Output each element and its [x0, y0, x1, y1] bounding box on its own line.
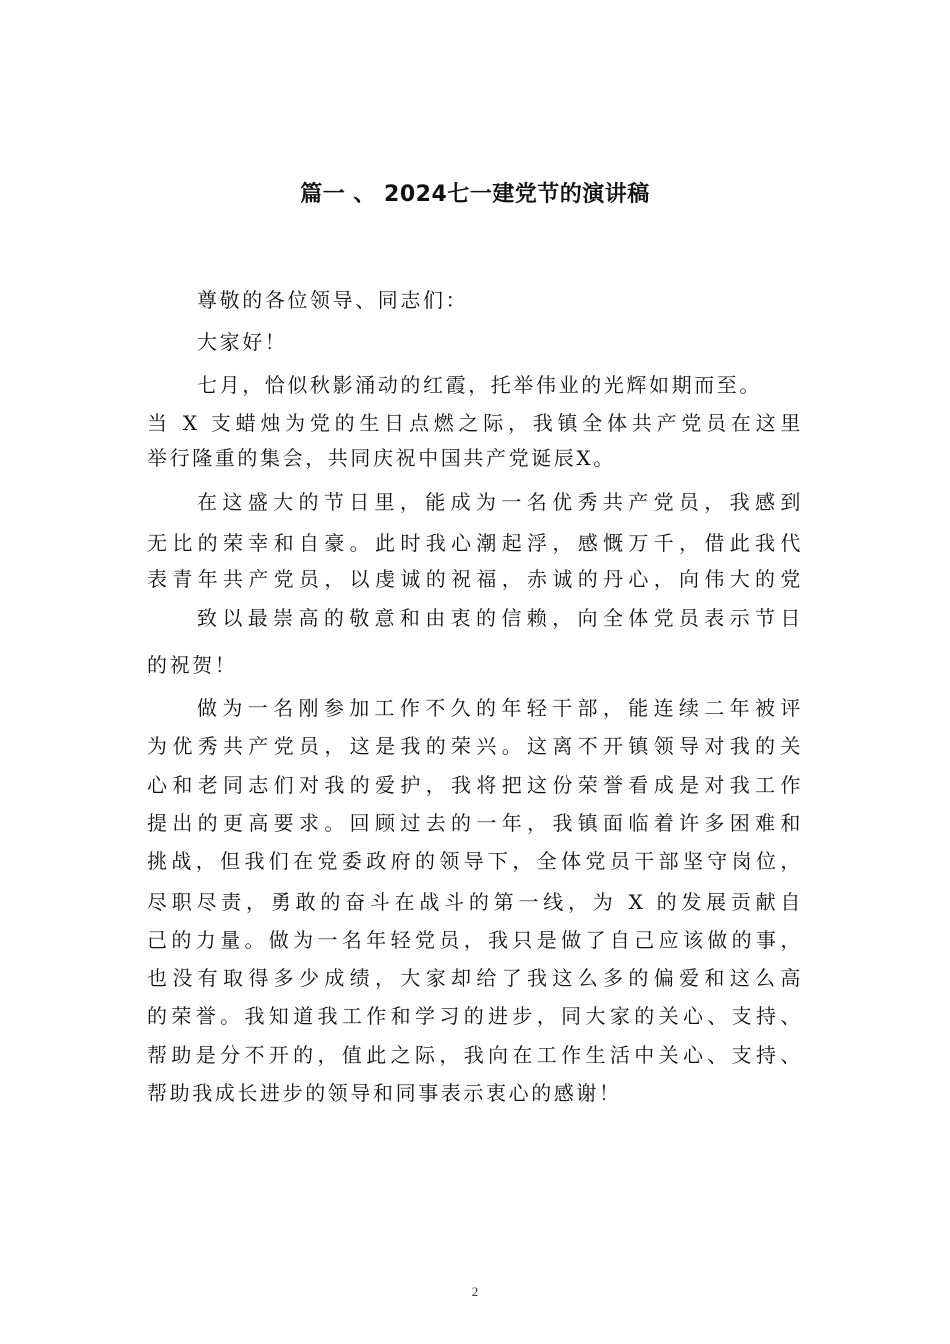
paragraph-3-line-2: 为优秀共产党员，这是我的荣兴。这离不开镇领导对我的关 [147, 734, 803, 758]
paragraph-3-line-7: 己的力量。做为一名年轻党员，我只是做了自己应该做的事， [147, 928, 803, 952]
paragraph-3-line-9: 的荣誉。我知道我工作和学习的进步，同大家的关心、支持、 [147, 1004, 803, 1028]
paragraph-2-line-4: 致以最崇高的敬意和由衷的信赖，向全体党员表示节日 [197, 606, 803, 630]
paragraph-3-line-8: 也没有取得多少成绩，大家却给了我这么多的偏爱和这么高 [147, 966, 803, 990]
paragraph-2-line-1: 在这盛大的节日里，能成为一名优秀共产党员，我感到 [197, 490, 803, 514]
document-title: 篇一 、 2024七一建党节的演讲稿 [300, 182, 650, 207]
paragraph-3-line-10: 帮助是分不开的，值此之际，我向在工作生活中关心、支持、 [147, 1043, 803, 1067]
paragraph-1-line-2: 当 X 支蜡烛为党的生日点燃之际，我镇全体共产党员在这里 [147, 411, 803, 435]
paragraph-3-line-11: 帮助我成长进步的领导和同事表示衷心的感谢！ [147, 1081, 622, 1105]
page-number: 2 [471, 1284, 479, 1299]
paragraph-3-line-6: 尽职尽责，勇敢的奋斗在战斗的第一线，为 X 的发展贡献自 [147, 890, 803, 914]
paragraph-1-line-1: 七月，恰似秋影涌动的红霞，托举伟业的光辉如期而至。 [197, 373, 762, 397]
paragraph-3-line-3: 心和老同志们对我的爱护，我将把这份荣誉看成是对我工作 [147, 773, 803, 797]
paragraph-1-line-3: 举行隆重的集会，共同庆祝中国共产党诞辰X。 [147, 446, 616, 470]
paragraph-3-line-4: 提出的更高要求。回顾过去的一年，我镇面临着许多困难和 [147, 811, 803, 835]
greeting: 大家好！ [197, 330, 288, 354]
paragraph-3-line-1: 做为一名刚参加工作不久的年轻干部，能连续二年被评 [197, 696, 803, 720]
paragraph-2-line-3: 表青年共产党员，以虔诚的祝福，赤诚的丹心，向伟大的党 [147, 567, 803, 591]
paragraph-2-line-2: 无比的荣幸和自豪。此时我心潮起浮，感慨万千，借此我代 [147, 531, 803, 555]
paragraph-2-line-5: 的祝贺！ [147, 653, 238, 677]
salutation: 尊敬的各位领导、同志们： [197, 288, 469, 312]
paragraph-3-line-5: 挑战，但我们在党委政府的领导下，全体党员干部坚守岗位， [147, 849, 803, 873]
